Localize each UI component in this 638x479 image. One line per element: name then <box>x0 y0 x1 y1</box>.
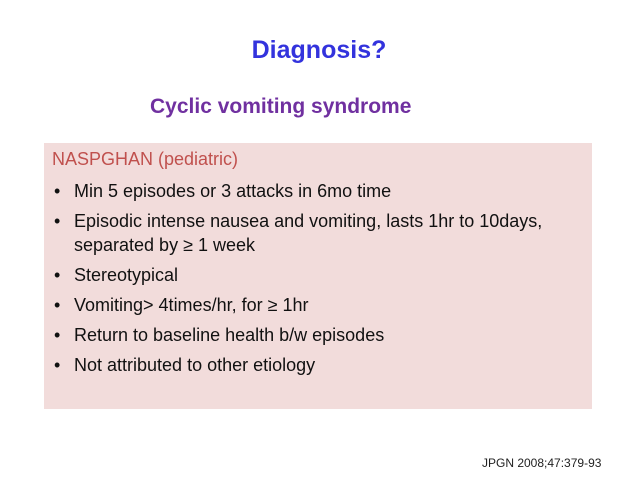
slide-title: Diagnosis? <box>251 36 387 64</box>
bullet-icon: • <box>54 265 61 285</box>
bullet-icon: • <box>54 181 61 201</box>
criteria-text: Episodic intense nausea and vomiting, lasts 1hr to 10days, separated by ≥ 1 week <box>74 211 543 255</box>
criteria-text: Vomiting> 4times/hr, for ≥ 1hr <box>74 295 309 315</box>
criteria-item <box>52 179 587 203</box>
slide-subtitle: Cyclic vomiting syndrome <box>150 95 412 118</box>
criteria-text: Stereotypical <box>74 265 179 285</box>
bullet-icon: • <box>54 355 61 375</box>
criteria-item <box>52 263 587 287</box>
criteria-item <box>52 293 587 317</box>
criteria-text: Not attributed to other etiology <box>74 355 316 375</box>
criteria-text: Return to baseline health b/w episodes <box>74 325 385 345</box>
criteria-text: Min 5 episodes or 3 attacks in 6mo time <box>74 181 392 201</box>
bullet-icon: • <box>54 325 61 345</box>
criteria-heading: NASPGHAN (pediatric) <box>52 149 239 169</box>
criteria-item <box>52 209 587 257</box>
criteria-list <box>52 179 587 383</box>
bullet-icon: • <box>54 211 61 231</box>
criteria-item <box>52 353 587 377</box>
bullet-icon: • <box>54 295 61 315</box>
criteria-item <box>52 323 587 347</box>
criteria-box <box>44 143 592 409</box>
citation: JPGN 2008;47:379-93 <box>482 456 602 470</box>
